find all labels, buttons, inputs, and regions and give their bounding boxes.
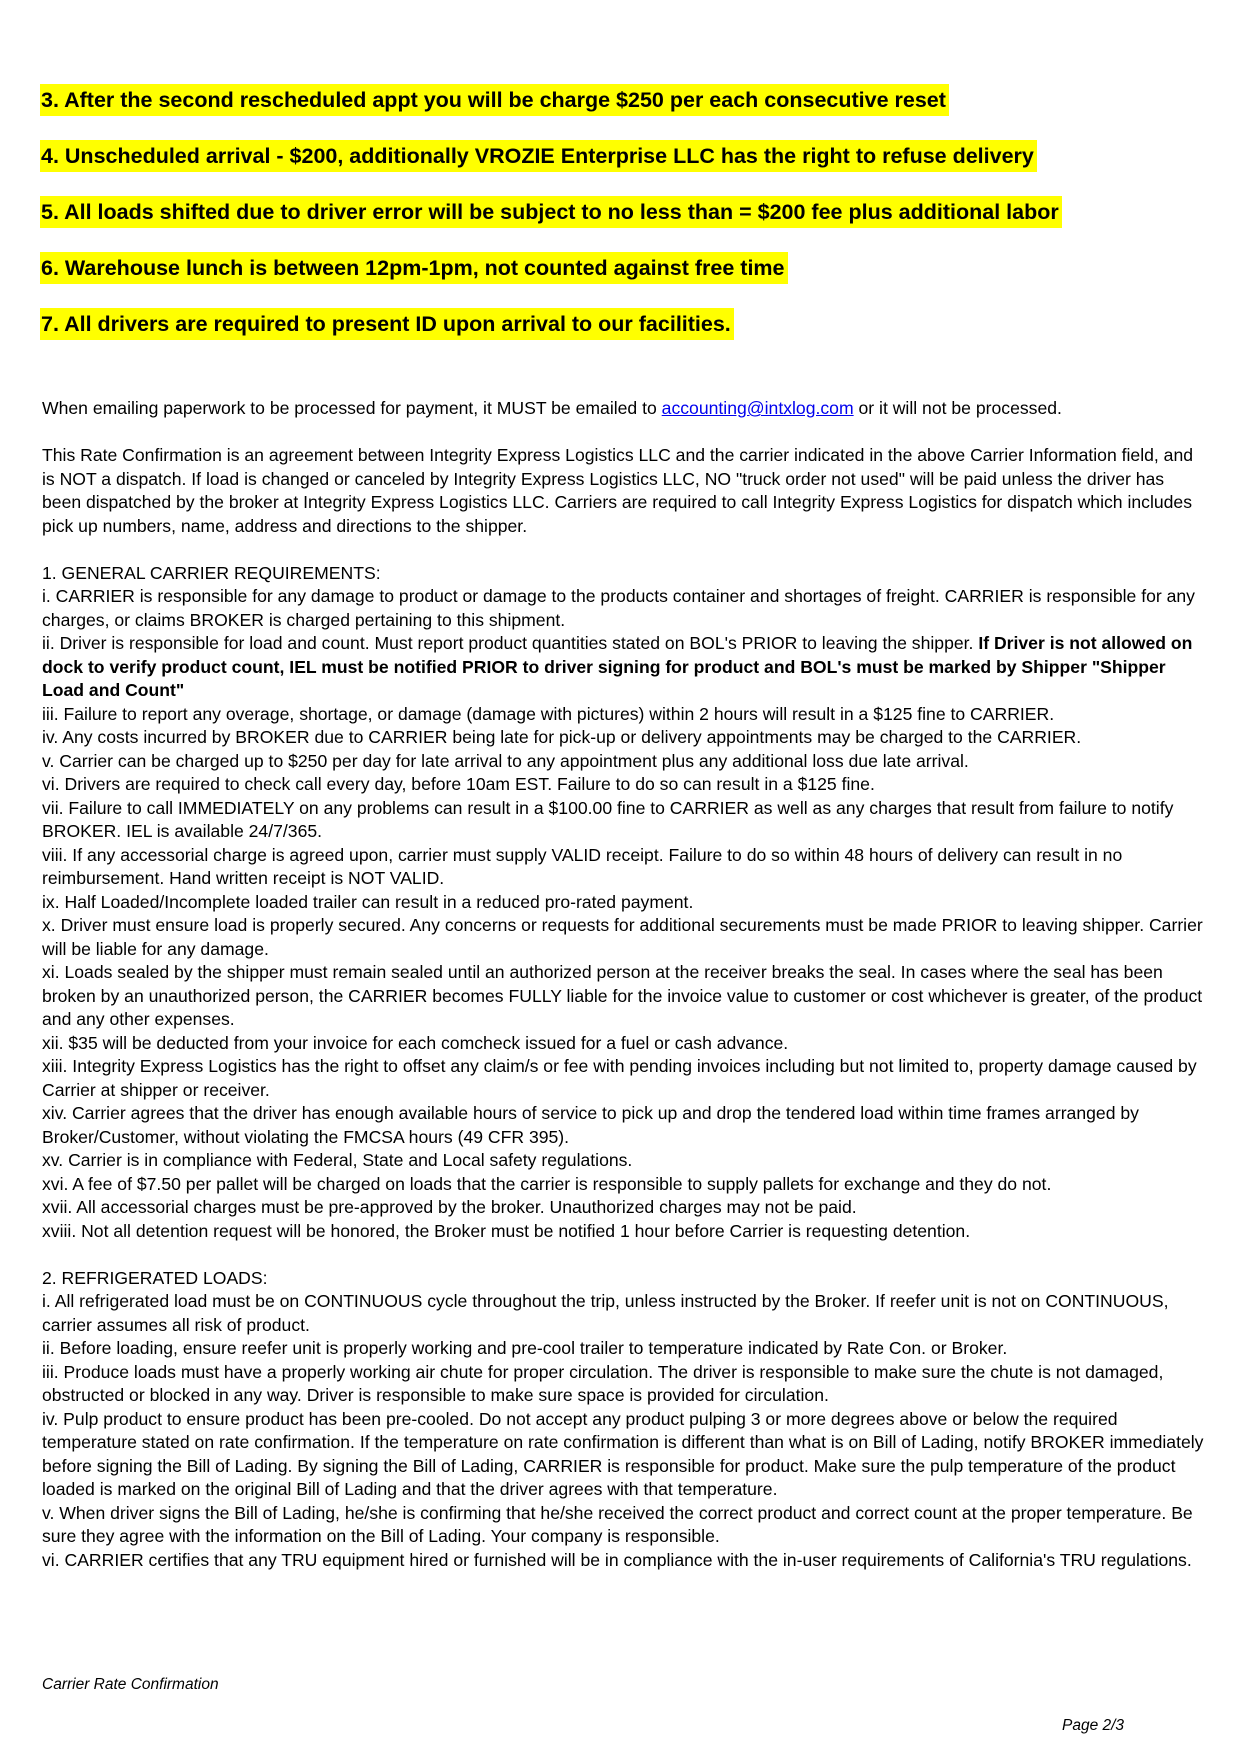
highlight-term-7: 7. All drivers are required to present ID upon arrival to our facilities. (40, 308, 734, 340)
section-1-item: i. CARRIER is responsible for any damage to product or damage to the products container and shortages of freight. CARRIER is responsible for any charges, or claims BROKER is charged pertaining to this shipment. (42, 586, 1195, 630)
section-1-item: v. Carrier can be charged up to $250 per day for late arrival to any appointment plus any additional loss due late arrival. (42, 750, 969, 771)
highlight-term-5: 5. All loads shifted due to driver error will be subject to no less than = $200 fee plus additional labor (40, 196, 1062, 228)
section-2-heading: 2. REFRIGERATED LOADS: (42, 1267, 268, 1288)
section-1-item: xvii. All accessorial charges must be pre-approved by the broker. Unauthorized charges may not be paid. (42, 1197, 857, 1217)
section-1-item: viii. If any accessorial charge is agreed upon, carrier must supply VALID receipt. Failure to do so within 48 hours of delivery can result in no reimbursement. Hand written receipt is NOT VALID. (42, 844, 1123, 888)
highlight-term-6: 6. Warehouse lunch is between 12pm-1pm, not counted against free time (40, 252, 788, 284)
accounting-email-link[interactable]: accounting@intxlog.com (661, 398, 854, 418)
section-1-item: xviii. Not all detention request will be honored, the Broker must be notified 1 hour before Carrier is requesting detention. (42, 1220, 971, 1241)
section-2-item: i. All refrigerated load must be on CONTINUOUS cycle throughout the trip, unless instructed by the Broker. If reefer unit is not on CONTINUOUS, carrier assumes all risk of product. (42, 1291, 1169, 1335)
section-1-item: xiii. Integrity Express Logistics has the right to offset any claim/s or fee with pending invoices including but not limited to, property damage caused by Carrier at shipper or receiver. (42, 1056, 1197, 1100)
section-1-item: xvi. A fee of $7.50 per pallet will be charged on loads that the carrier is responsible to supply pallets for exchange and they do not. (42, 1173, 1052, 1194)
section-2-item: ii. Before loading, ensure reefer unit is properly working and pre-cool trailer to temperature indicated by Rate Con. or Broker. (42, 1338, 1008, 1358)
section-2-item: v. When driver signs the Bill of Lading, he/she is confirming that he/she received the correct product and correct count at the proper temperature. Be sure they agree with the information on the Bill of Lading. Your company is responsible. (42, 1502, 1193, 1546)
section-1-item: vii. Failure to call IMMEDIATELY on any problems can result in a $100.00 fine to CARRIER as well as any charges that result from failure to notify BROKER. IEL is available 24/7/365. (42, 797, 1174, 841)
highlight-term-4: 4. Unscheduled arrival - $200, additionally VROZIE Enterprise LLC has the right to refuse delivery (40, 140, 1037, 172)
section-1-item: iv. Any costs incurred by BROKER due to CARRIER being late for pick-up or delivery appointments may be charged to the CARRIER. (42, 727, 1082, 747)
email-notice: When emailing paperwork to be processed for payment, it MUST be emailed to accounting@intxlog.com or it will not be processed. (42, 398, 1062, 418)
section-1-item: vi. Drivers are required to check call every day, before 10am EST. Failure to do so can result in a $125 fine. (42, 774, 875, 794)
bold-warning: If Driver is not allowed on dock to verify product count, IEL must be notified PRIOR to driver signing for product and BOL's must be marked by Shipper "Shipper Load and Count" (42, 633, 1193, 700)
section-1-item: xii. $35 will be deducted from your invoice for each comcheck issued for a fuel or cash advance. (42, 1032, 789, 1053)
highlighted-terms (40, 84, 1200, 364)
section-2-item: vi. CARRIER certifies that any TRU equipment hired or furnished will be in compliance with the in-user requirements of California's TRU regulations. (42, 1549, 1192, 1570)
section-1-heading: 1. GENERAL CARRIER REQUIREMENTS: (42, 562, 381, 583)
section-1-item: xv. Carrier is in compliance with Federal, State and Local safety regulations. (42, 1150, 633, 1170)
highlight-term-3: 3. After the second rescheduled appt you will be charge $250 per each consecutive reset (40, 84, 949, 116)
footer-page-number: Page 2/3 (1062, 1717, 1125, 1734)
section-1-item: ix. Half Loaded/Incomplete loaded trailer can result in a reduced pro-rated payment. (42, 891, 694, 912)
section-1-item: iii. Failure to report any overage, shortage, or damage (damage with pictures) within 2 hours will result in a $125 fine to CARRIER. (42, 703, 1055, 724)
agreement-paragraph: This Rate Confirmation is an agreement between Integrity Express Logistics LLC and the carrier indicated in the above Carrier Information field, and is NOT a dispatch. If load is changed or canceled by Integrity Express Logistics LLC, NO "truck order not used" will be paid unless the driver has been dispatched by the broker at Integrity Express Logistics LLC. Carriers are required to call Integrity Express Logistics for dispatch which includes pick up numbers, name, address and directions to the shipper. (42, 445, 1194, 536)
terms-body (42, 397, 1204, 1572)
section-1-item: xi. Loads sealed by the shipper must remain sealed until an authorized person at the receiver breaks the seal. In cases where the seal has been broken by an unauthorized person, the CARRIER becomes FULLY liable for the invoice value to customer or cost whichever is greater, of the product and any other expenses. (42, 962, 1203, 1029)
section-1-item: x. Driver must ensure load is properly secured. Any concerns or requests for additional securements must be made PRIOR to leaving shipper. Carrier will be liable for any damage. (42, 915, 1203, 959)
footer-document-title: Carrier Rate Confirmation (42, 1676, 219, 1693)
section-2-item: iv. Pulp product to ensure product has been pre-cooled. Do not accept any product pulping 3 or more degrees above or below the required temperature stated on rate confirmation. If the temperature on rate confirmation is different than what is on Bill of Lading, notify BROKER immediately before signing the Bill of Lading. By signing the Bill of Lading, CARRIER is responsible for product. Make sure the pulp temperature of the product loaded is marked on the original Bill of Lading and that the driver agrees with that temperature. (42, 1408, 1204, 1499)
section-1-item: ii. Driver is responsible for load and count. Must report product quantities stated on BOL's PRIOR to leaving the shipper. If Driver is not allowed on dock to verify product count, IEL must be notified PRIOR to driver signing for product and BOL's must be marked by Shipper "Shipper Load and Count" (42, 633, 1193, 700)
section-1-item: xiv. Carrier agrees that the driver has enough available hours of service to pick up and drop the tendered load within time frames arranged by Broker/Customer, without violating the FMCSA hours (49 CFR 395). (42, 1103, 1139, 1147)
section-2-item: iii. Produce loads must have a properly working air chute for proper circulation. The driver is responsible to make sure the chute is not damaged, obstructed or blocked in any way. Driver is responsible to make sure space is provided for circulation. (42, 1361, 1164, 1405)
